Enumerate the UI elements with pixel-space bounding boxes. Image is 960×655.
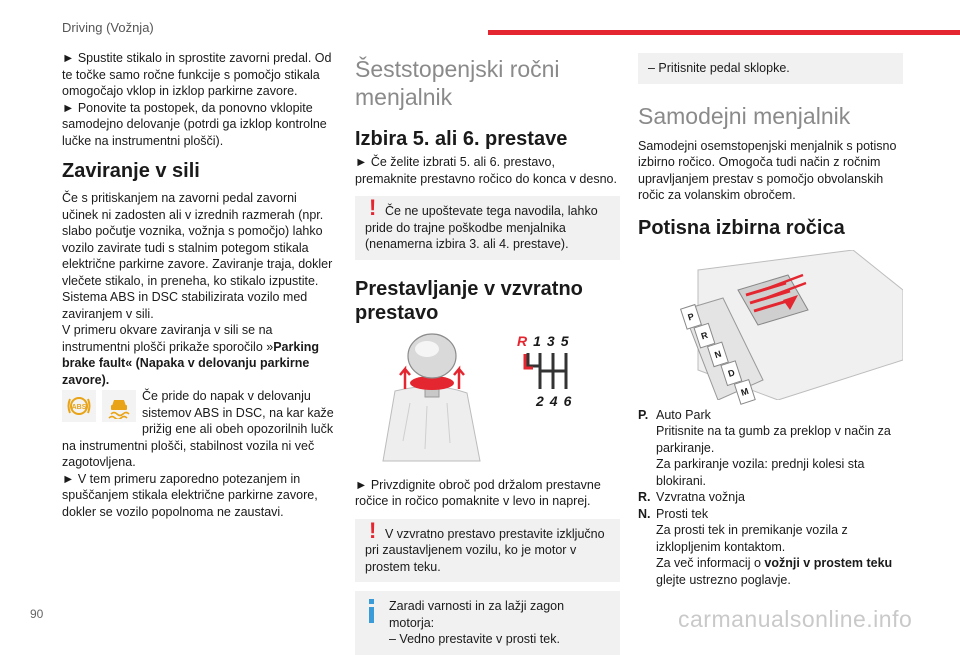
paragraph-repeat-procedure: ► Ponovite ta postopek, da ponovno vklopite samodejno delovanje (potrdi ga izklop kontrolne lučke na instrumentni plošči). (62, 100, 327, 148)
column-middle (355, 50, 620, 655)
selector-key-p[interactable]: P (680, 303, 702, 329)
gear-positions-list (638, 407, 903, 589)
heading-emergency-braking: Zaviranje v sili (62, 160, 200, 182)
gear-item-n: N. Prosti tek Za prosti tek in premikanje vozila z izklopljenim kontaktom. Za več informacij o vožnji v prostem teku glejte ustrezno poglavje. (638, 506, 893, 587)
heading-automatic-gearbox: Samodejni menjalnik (638, 102, 851, 129)
selector-key-n[interactable]: N (707, 341, 729, 367)
shift-pattern-bottom: 246 (536, 392, 578, 409)
warning-exclamation-icon: ! (369, 517, 377, 543)
column-right (638, 50, 903, 588)
warning-box-gear-damage: ! Če ne upoštevate tega navodila, lahko pride do trajne poškodbe menjalnika (nenamerna izbira 3. ali 4. prestave). (355, 196, 620, 260)
info-icon (369, 599, 375, 623)
selector-key-d[interactable]: D (720, 360, 742, 386)
paragraph-automatic-gearbox: Samodejni osemstopenjski menjalnik s potisno izbirno ročico. Omogoča tudi način z ročnim upravljanjem prestav s pomočjo obvolanskih ročic za volanskim obročem. (638, 138, 897, 202)
paragraph-pull-release: ► V tem primeru zaporedno potezanjem in spuščanjem stikala električne parkirne zavore, dokler se vozilo popolnoma ne zaustavi. (62, 471, 318, 519)
paragraph-select-5-6: ► Če želite izbrati 5. ali 6. prestavo, premaknite prestavno ročico do konca v desno. (355, 155, 617, 186)
warning-icons (62, 390, 136, 422)
heading-selector-lever: Potisna izbirna ročica (638, 216, 845, 239)
selector-lever-illustration (638, 250, 903, 400)
selector-key-r[interactable]: R (693, 322, 715, 348)
info-box-clutch: – Pritisnite pedal sklopke. (638, 53, 903, 84)
column-left (62, 50, 334, 520)
warning-box-reverse: ! V vzvratno prestavo prestavite izključno pri zaustavljenem vozilu, ko je motor v prostem teku. (355, 519, 620, 583)
info-box-safety: Zaradi varnosti in za lažji zagon motorja: – Vedno prestavite v prosti tek. (355, 591, 620, 655)
paragraph-abs-dsc-fault: ABS Če pride do napak v delovanju sistemov ABS in DSC, na kar kaže prižig ene ali obeh opozorilnih lučk na instrumentni plošči, stabilnost vozila ni več zagotovljena. (62, 389, 334, 469)
header-accent-bar (488, 30, 960, 35)
gear-item-p: P. Auto Park Pritisnite na ta gumb za preklop v način za parkiranje. Za parkiranje vozila: prednji kolesi sta blokirani. (638, 407, 891, 488)
paragraph-emergency-braking: Če s pritiskanjem na zavorni pedal zavorni učinek ni zadosten ali v izrednih razmerah (npr. slabo počutje voznika, vožnja s pomočjo) lahko vozilo zavirate tudi s stalnim potegom stikala električne parkirne zavore. Zaviranje traja, dokler vlečete stikalo, in preneha, ko stikalo izpustite. Sistema ABS in DSC stabilizirata vozilo med zaviranjem v sili. (62, 191, 333, 321)
gear-lever-illustration (355, 331, 620, 471)
heading-reverse-gear: Prestavljanje v vzvratno prestavo (355, 277, 583, 324)
selector-key-column (686, 300, 750, 410)
paragraph-release-switch: ► Spustite stikalo in sprostite zavorni predal. Od te točke samo ročne funkcije s pomočjo stikala omogočajo vklop in izklop parkirne zavore. (62, 51, 332, 98)
heading-select-5-6: Izbira 5. ali 6. prestave (355, 128, 568, 150)
gear-item-r: R. Vzvratna vožnja (638, 490, 745, 504)
stability-control-warning-icon (102, 390, 136, 422)
heading-six-speed-manual: Šeststopenjski ročni menjalnik (355, 56, 560, 110)
watermark: carmanualsonline.info (678, 606, 913, 632)
abs-icon-text: ABS (71, 404, 87, 411)
page-number: 90 (30, 607, 44, 621)
header-title: Driving (Vožnja) (62, 20, 154, 35)
abs-warning-icon (62, 390, 96, 422)
warning-exclamation-icon: ! (369, 195, 377, 220)
paragraph-emergency-fault: V primeru okvare zaviranja v sili se na instrumentni plošči prikaže sporočilo »Parking brake fault« (Napaka v delovanju parkirne zavore). (62, 323, 320, 387)
paragraph-reverse-procedure: ► Privzdignite obroč pod držalom prestavne ročice in ročico pomaknite v levo in naprej. (355, 477, 601, 508)
selector-key-m[interactable]: M (734, 378, 756, 404)
shift-pattern-top: R135 (517, 332, 575, 349)
